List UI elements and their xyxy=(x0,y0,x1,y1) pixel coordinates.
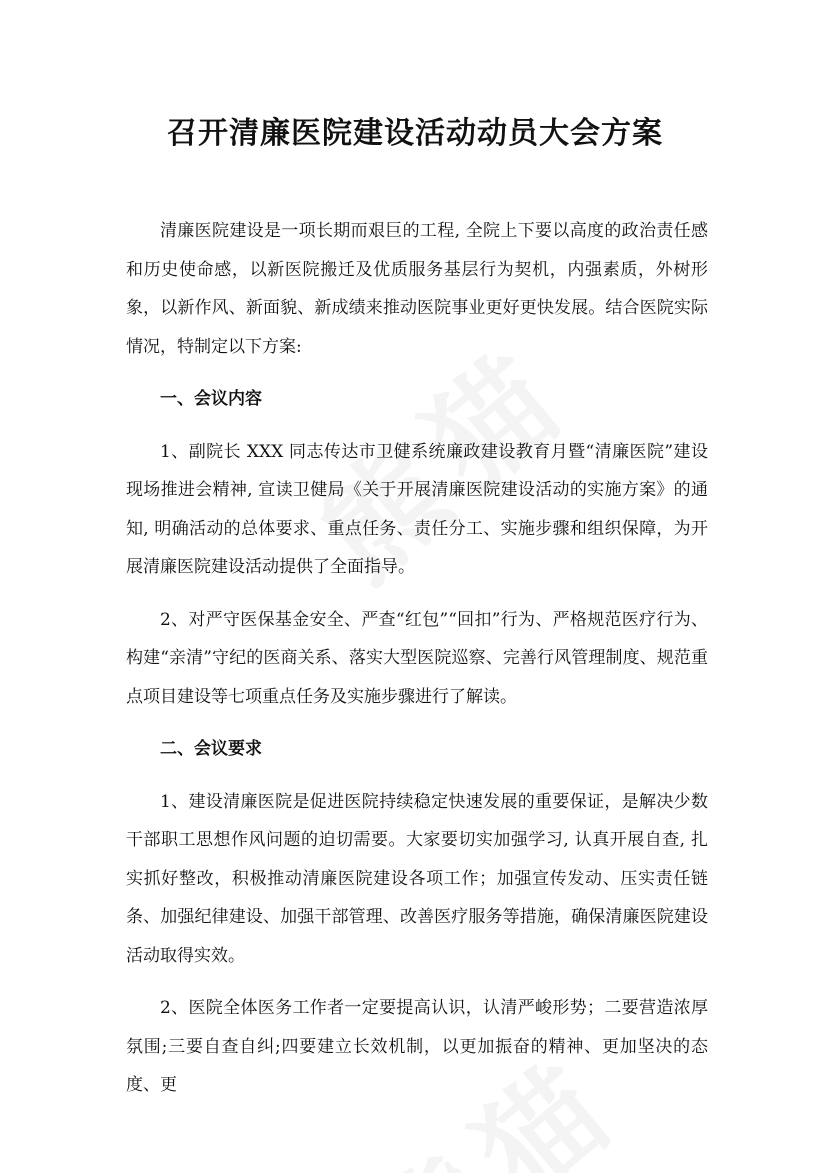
document-body xyxy=(126,212,708,1119)
paragraph-intro: 清廉医院建设是一项长期而艰巨的工程, 全院上下要以高度的政治责任感和历史使命感，以新医院搬迁及优质服务基层行为契机，内强素质，外树形象，以新作风、新面貌、新成绩来推动医院事业更好更快发展。结合医院实际情况，特制定以下方案: xyxy=(126,221,708,357)
paragraph-item: 1、建设清廉医院是促进医院持续稳定快速发展的重要保证，是解决少数干部职工思想作风问题的迫切需要。大家要切实加强学习, 认真开展自查, 扎实抓好整改，积极推动清廉医院建设各项工作；加强宣传发动、压实责任链条、加强纪律建设、加强干部管理、改善医疗服务等措施，确保清廉医院建设活动取得实效。 xyxy=(126,791,708,966)
paragraph-item: 2、医院全体医务工作者一定要提高认识，认清严峻形势；二要营造浓厚氛围;三要自查自纠;四要建立长效机制，以更加振奋的精神、更加坚决的态度、更 xyxy=(126,998,708,1095)
section-heading-meeting-requirements: 二、会议要求 xyxy=(160,739,262,759)
section-heading-meeting-content: 一、会议内容 xyxy=(160,389,262,409)
page-title: 召开清廉医院建设活动动员大会方案 xyxy=(167,116,663,151)
paragraph-item: 1、副院长 XXX 同志传达市卫健系统廉政建设教育月暨“清廉医院”建设现场推进会精神, 宣读卫健局《关于开展清廉医院建设活动的实施方案》的通知, 明确活动的总体要求、重点任务、责任分工、实施步骤和组织保障，为开展清廉医院建设活动提供了全面指导。 xyxy=(126,441,708,577)
paragraph-item: 2、对严守医保基金安全、严查“红包”“回扣”行为、严格规范医疗行为、构建“亲清”守纪的医商关系、落实大型医院巡察、完善行风管理制度、规范重点项目建设等七项重点任务及实施步骤进行了解读。 xyxy=(126,609,708,707)
